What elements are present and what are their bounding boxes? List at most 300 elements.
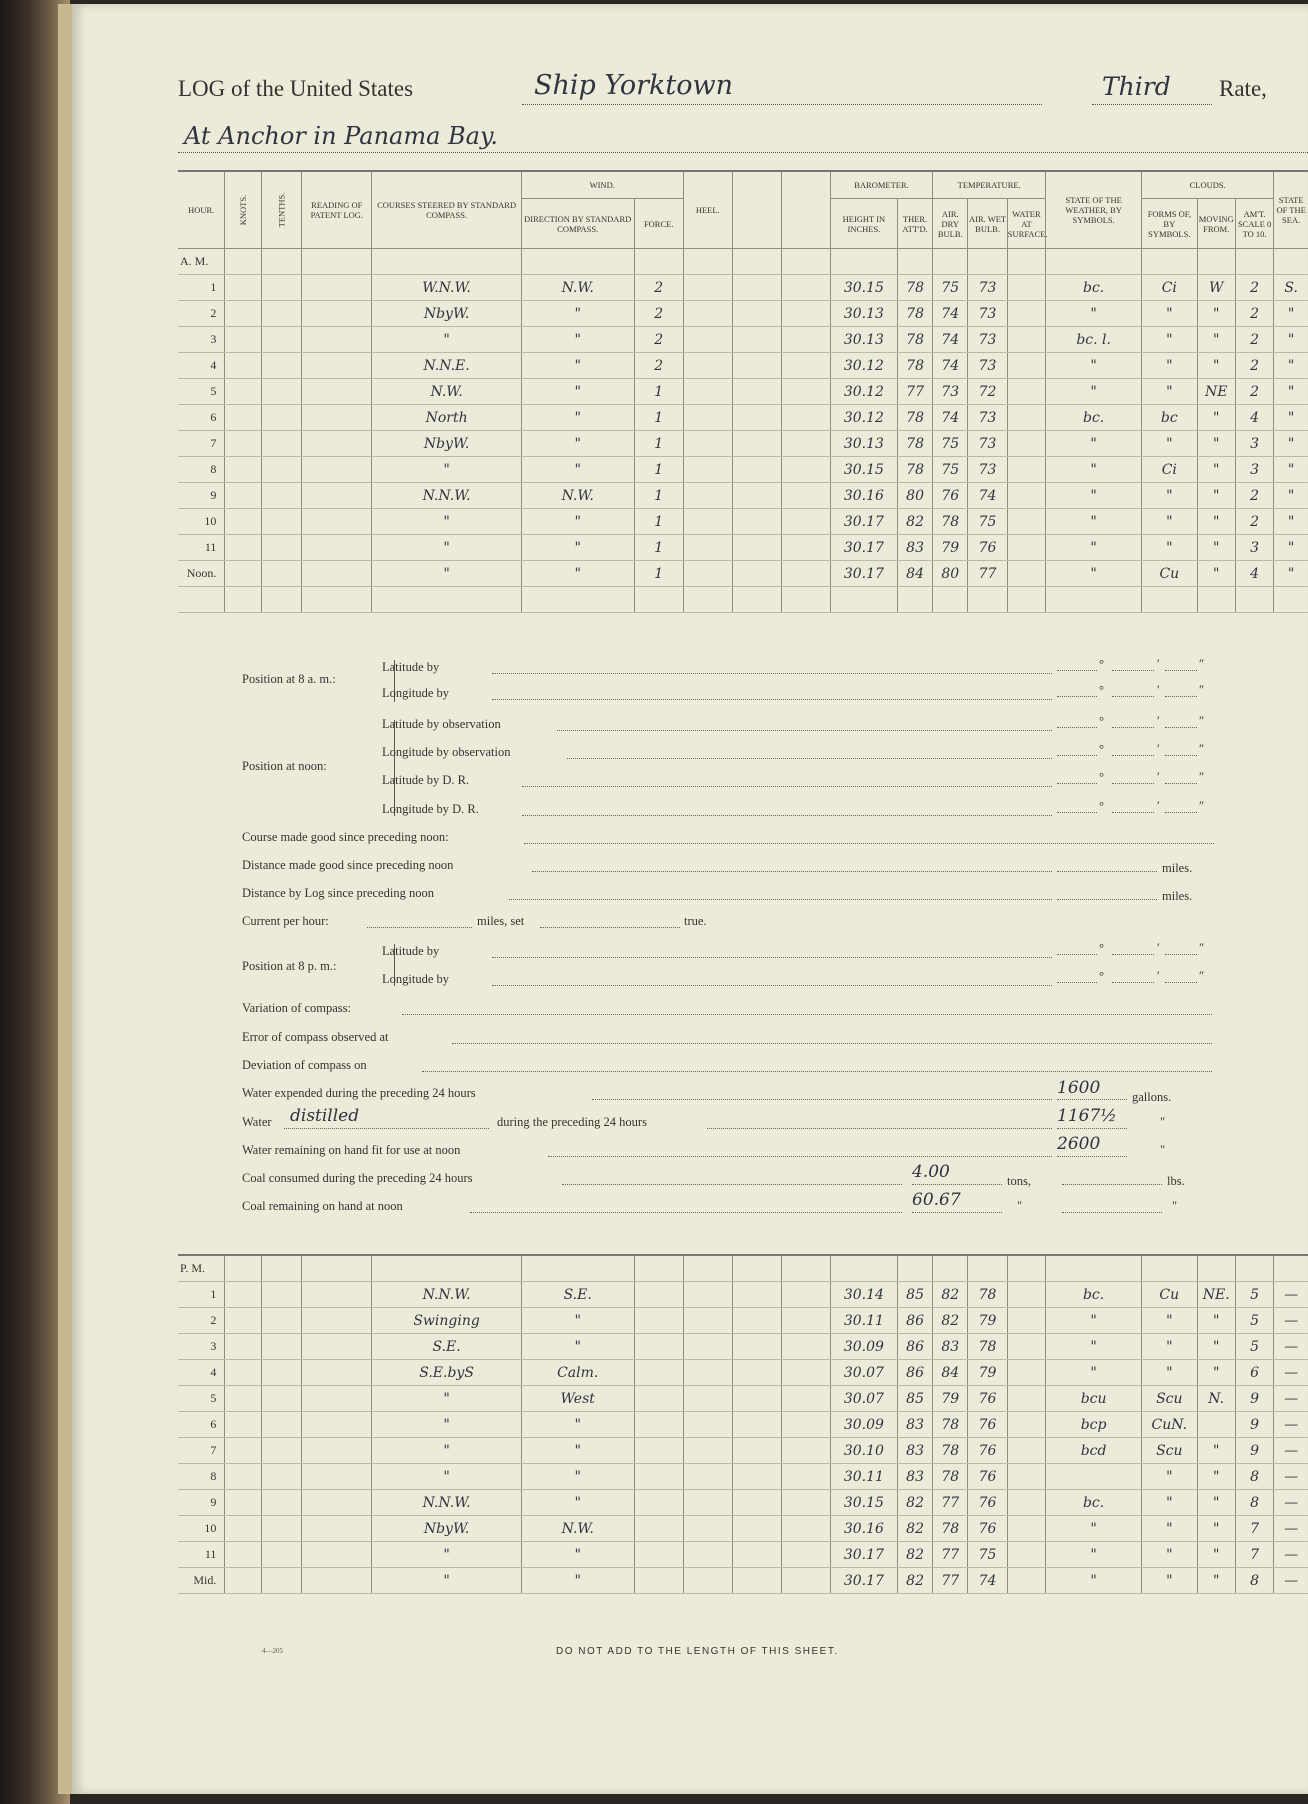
dry-bulb-cell: 77	[933, 1568, 968, 1594]
wind-direction-cell: "	[521, 1438, 634, 1464]
blank-cell	[732, 327, 781, 353]
table-row	[178, 431, 1308, 457]
tenths-cell	[261, 509, 302, 535]
cloud-amount-cell: 5	[1235, 1334, 1273, 1360]
dotted-rule	[1057, 812, 1097, 813]
course-cell: W.N.W.	[372, 275, 521, 301]
noon-lat-dr-minute-mark: ′	[1157, 770, 1160, 784]
tenths-cell	[261, 1282, 302, 1308]
hour-cell: 10	[178, 1516, 225, 1542]
hour-cell: 1	[178, 1282, 225, 1308]
sea-state-cell: "	[1274, 483, 1308, 509]
dotted-rule	[492, 673, 1052, 674]
water-expended-label: Water expended during the preceding 24 hours	[242, 1086, 476, 1100]
col-barometer: BAROMETER.	[830, 171, 932, 199]
pos8am-lon-degree-mark: °	[1099, 683, 1104, 697]
wind-force-cell	[634, 1412, 683, 1438]
pos8am-latitude-label: Latitude by	[382, 660, 440, 674]
sea-state-cell: —	[1274, 1412, 1308, 1438]
wet-bulb-cell: 74	[968, 483, 1007, 509]
blank-cell	[781, 1464, 830, 1490]
hour-cell: 3	[178, 327, 225, 353]
blank-cell	[781, 483, 830, 509]
blank-cell	[732, 1438, 781, 1464]
patent-log-cell	[302, 1386, 372, 1412]
cloud-amount-cell: 4	[1235, 561, 1273, 587]
water-surface-cell	[1007, 1334, 1045, 1360]
course-cell: NbyW.	[372, 301, 521, 327]
cloud-moving-cell: "	[1197, 457, 1235, 483]
blank-cell	[732, 1464, 781, 1490]
weather-cell: bcu	[1046, 1386, 1142, 1412]
weather-cell: bc.	[1046, 1490, 1142, 1516]
knots-cell	[225, 353, 261, 379]
heel-cell	[683, 561, 732, 587]
wind-direction-cell: N.W.	[521, 275, 634, 301]
blank-cell	[732, 535, 781, 561]
hour-cell: 9	[178, 1490, 225, 1516]
col-courses: COURSES STEERED BY STANDARD COMPASS.	[372, 171, 521, 249]
knots-cell	[225, 1542, 261, 1568]
wind-force-cell	[634, 1464, 683, 1490]
cloud-amount-cell: 2	[1235, 379, 1273, 405]
distance-made-good-label: Distance made good since preceding noon	[242, 858, 454, 872]
col-baro-ther: THER. ATT'D.	[897, 199, 932, 249]
cloud-amount-cell: 3	[1235, 431, 1273, 457]
weather-cell: "	[1046, 561, 1142, 587]
wind-direction-cell: "	[521, 301, 634, 327]
rate-label: Rate,	[1219, 76, 1267, 101]
cloud-moving-cell: "	[1197, 509, 1235, 535]
dotted-rule	[1165, 954, 1197, 955]
col-water-surface: WATER AT SURFACE.	[1007, 199, 1045, 249]
blank-cell	[732, 405, 781, 431]
ther-attd-cell: 78	[897, 405, 932, 431]
pos8pm-lat-second-mark: ″	[1199, 941, 1205, 955]
log-page	[58, 4, 1308, 1794]
dry-bulb-cell: 74	[933, 301, 968, 327]
dry-bulb-cell: 82	[933, 1282, 968, 1308]
hour-cell: 1	[178, 275, 225, 301]
dotted-rule	[422, 1071, 1212, 1072]
wind-direction-cell: "	[521, 353, 634, 379]
dotted-rule	[1062, 1212, 1162, 1213]
dotted-rule	[492, 957, 1052, 958]
cloud-moving-cell: "	[1197, 353, 1235, 379]
longitude-dr-label: Longitude by D. R.	[382, 802, 479, 816]
sea-state-cell: "	[1274, 509, 1308, 535]
cloud-forms-cell: Ci	[1142, 457, 1197, 483]
dry-bulb-cell: 75	[933, 431, 968, 457]
course-cell: "	[372, 1412, 521, 1438]
blank-cell	[732, 1360, 781, 1386]
ther-attd-cell: 77	[897, 379, 932, 405]
noon-lat-obs-second-mark: ″	[1199, 714, 1205, 728]
pos8am-lat-minute-mark: ′	[1157, 657, 1160, 671]
water-surface-cell	[1007, 457, 1045, 483]
blank-cell	[732, 1516, 781, 1542]
patent-log-cell	[302, 1438, 372, 1464]
blank-cell	[781, 561, 830, 587]
cloud-moving-cell: "	[1197, 561, 1235, 587]
wind-force-cell: 2	[634, 327, 683, 353]
table-row	[178, 535, 1308, 561]
cloud-amount-cell: 2	[1235, 301, 1273, 327]
table-row	[178, 1386, 1308, 1412]
wet-bulb-cell: 79	[968, 1308, 1007, 1334]
col-sea: STATE OF THE SEA.	[1274, 171, 1308, 249]
course-cell: "	[372, 457, 521, 483]
hour-cell: 6	[178, 1412, 225, 1438]
dotted-rule	[452, 1043, 1212, 1044]
weather-cell: "	[1046, 457, 1142, 483]
dotted-rule	[912, 1212, 1002, 1213]
barometer-cell: 30.14	[830, 1282, 897, 1308]
cloud-amount-cell: 7	[1235, 1516, 1273, 1542]
sea-state-cell: "	[1274, 457, 1308, 483]
sea-state-cell: —	[1274, 1308, 1308, 1334]
barometer-cell: 30.10	[830, 1438, 897, 1464]
noon-lon-dr-degree-mark: °	[1099, 799, 1104, 813]
ditto-lbs: "	[1172, 1199, 1178, 1213]
course-cell: "	[372, 509, 521, 535]
dotted-rule	[540, 927, 680, 928]
wind-force-cell: 1	[634, 379, 683, 405]
water-surface-cell	[1007, 509, 1045, 535]
dotted-rule	[1112, 982, 1154, 983]
sea-state-cell: "	[1274, 535, 1308, 561]
blank-cell	[732, 301, 781, 327]
weather-cell: "	[1046, 431, 1142, 457]
knots-cell	[225, 1464, 261, 1490]
dotted-rule	[284, 1128, 489, 1129]
blank-cell	[781, 1568, 830, 1594]
water-surface-cell	[1007, 1542, 1045, 1568]
dotted-rule	[1112, 755, 1154, 756]
blank-cell	[732, 1334, 781, 1360]
ther-attd-cell: 86	[897, 1308, 932, 1334]
error-compass-label: Error of compass observed at	[242, 1030, 389, 1044]
cloud-forms-cell: bc	[1142, 405, 1197, 431]
table-row	[178, 509, 1308, 535]
am-rows	[178, 275, 1308, 587]
wet-bulb-cell: 76	[968, 1464, 1007, 1490]
knots-cell	[225, 1412, 261, 1438]
dry-bulb-cell: 83	[933, 1334, 968, 1360]
wind-force-cell	[634, 1360, 683, 1386]
wind-direction-cell: "	[521, 1490, 634, 1516]
patent-log-cell	[302, 1412, 372, 1438]
dry-bulb-cell: 74	[933, 353, 968, 379]
noon-lon-dr-minute-mark: ′	[1157, 799, 1160, 813]
knots-cell	[225, 275, 261, 301]
cloud-moving-cell: "	[1197, 1308, 1235, 1334]
cloud-moving-cell: "	[1197, 1568, 1235, 1594]
col-cloud-moving: MOVING FROM.	[1197, 199, 1235, 249]
patent-log-cell	[302, 1490, 372, 1516]
heel-cell	[683, 275, 732, 301]
col-patent-log: READING OF PATENT LOG.	[302, 171, 372, 249]
dotted-rule	[562, 1184, 902, 1185]
weather-cell: "	[1046, 1542, 1142, 1568]
wet-bulb-cell: 76	[968, 535, 1007, 561]
barometer-cell: 30.17	[830, 561, 897, 587]
water-surface-cell	[1007, 379, 1045, 405]
wet-bulb-cell: 76	[968, 1412, 1007, 1438]
cloud-moving-cell: "	[1197, 327, 1235, 353]
pm-label-row: P. M.	[178, 1255, 1308, 1282]
miles-unit-1: miles.	[1162, 861, 1193, 875]
log-title-prefix: LOG of the United States	[178, 76, 414, 101]
patent-log-cell	[302, 1464, 372, 1490]
blank-cell	[732, 1282, 781, 1308]
wind-direction-cell: "	[521, 327, 634, 353]
water-surface-cell	[1007, 1386, 1045, 1412]
water-distilled-suffix-label: during the preceding 24 hours	[497, 1115, 647, 1129]
col-cloud-amount: AM'T. SCALE 0 TO 10.	[1235, 199, 1273, 249]
course-cell: "	[372, 1464, 521, 1490]
tenths-cell	[261, 1438, 302, 1464]
sea-state-cell: "	[1274, 405, 1308, 431]
cloud-forms-cell: "	[1142, 1308, 1197, 1334]
dry-bulb-cell: 73	[933, 379, 968, 405]
water-surface-cell	[1007, 1516, 1045, 1542]
wind-direction-cell: "	[521, 1334, 634, 1360]
sea-state-cell: —	[1274, 1464, 1308, 1490]
water-surface-cell	[1007, 1464, 1045, 1490]
weather-cell: "	[1046, 1334, 1142, 1360]
blank-cell	[732, 1386, 781, 1412]
blank-cell	[732, 457, 781, 483]
blank-cell	[781, 509, 830, 535]
wind-direction-cell: "	[521, 1308, 634, 1334]
wind-direction-cell: "	[521, 1464, 634, 1490]
patent-log-cell	[302, 1542, 372, 1568]
water-surface-cell	[1007, 1360, 1045, 1386]
pos8am-lat-degree-mark: °	[1099, 657, 1104, 671]
cloud-forms-cell: Ci	[1142, 275, 1197, 301]
table-row	[178, 1308, 1308, 1334]
course-cell: "	[372, 1542, 521, 1568]
wind-direction-cell: "	[521, 1412, 634, 1438]
knots-cell	[225, 379, 261, 405]
ther-attd-cell: 85	[897, 1282, 932, 1308]
knots-cell	[225, 1386, 261, 1412]
dotted-rule	[912, 1184, 1002, 1185]
cloud-forms-cell: "	[1142, 1360, 1197, 1386]
heel-cell	[683, 301, 732, 327]
sea-state-cell: "	[1274, 353, 1308, 379]
hour-cell: 4	[178, 353, 225, 379]
sea-state-cell: —	[1274, 1542, 1308, 1568]
tenths-cell	[261, 1360, 302, 1386]
dotted-rule	[1057, 1128, 1127, 1129]
weather-cell: "	[1046, 1308, 1142, 1334]
dotted-rule	[1112, 727, 1154, 728]
heel-cell	[683, 535, 732, 561]
blank-cell	[781, 275, 830, 301]
hour-cell: 4	[178, 1360, 225, 1386]
dotted-rule	[1165, 755, 1197, 756]
sheet-length-notice: DO NOT ADD TO THE LENGTH OF THIS SHEET.	[556, 1646, 839, 1657]
dotted-rule	[522, 815, 1052, 816]
wet-bulb-cell: 73	[968, 301, 1007, 327]
sea-state-cell: —	[1274, 1516, 1308, 1542]
noon-lon-obs-second-mark: ″	[1199, 742, 1205, 756]
table-row	[178, 1464, 1308, 1490]
cloud-moving-cell: "	[1197, 483, 1235, 509]
weather-cell: bcp	[1046, 1412, 1142, 1438]
sea-state-cell: —	[1274, 1568, 1308, 1594]
cloud-moving-cell: NE.	[1197, 1282, 1235, 1308]
col-air-dry: AIR. DRY BULB.	[933, 199, 968, 249]
dry-bulb-cell: 78	[933, 1438, 968, 1464]
barometer-cell: 30.13	[830, 301, 897, 327]
coal-remaining-label: Coal remaining on hand at noon	[242, 1199, 403, 1213]
barometer-cell: 30.17	[830, 1542, 897, 1568]
water-surface-cell	[1007, 1412, 1045, 1438]
table-row	[178, 483, 1308, 509]
dotted-rule	[1057, 954, 1097, 955]
dry-bulb-cell: 77	[933, 1542, 968, 1568]
wet-bulb-cell: 76	[968, 1516, 1007, 1542]
blank-cell	[732, 379, 781, 405]
knots-cell	[225, 1360, 261, 1386]
wet-bulb-cell: 73	[968, 431, 1007, 457]
dotted-rule	[509, 899, 1052, 900]
blank-cell	[781, 457, 830, 483]
tenths-cell	[261, 535, 302, 561]
dotted-rule	[1057, 670, 1097, 671]
barometer-cell: 30.09	[830, 1334, 897, 1360]
knots-cell	[225, 561, 261, 587]
hour-cell: 7	[178, 1438, 225, 1464]
longitude-observation-label: Longitude by observation	[382, 745, 511, 759]
cloud-forms-cell: "	[1142, 327, 1197, 353]
sea-state-cell: —	[1274, 1360, 1308, 1386]
noon-lat-obs-minute-mark: ′	[1157, 714, 1160, 728]
blank-cell	[781, 1386, 830, 1412]
weather-cell: "	[1046, 379, 1142, 405]
barometer-cell: 30.15	[830, 1490, 897, 1516]
hour-cell: 8	[178, 1464, 225, 1490]
knots-cell	[225, 1438, 261, 1464]
cloud-amount-cell: 8	[1235, 1490, 1273, 1516]
heel-cell	[683, 327, 732, 353]
wet-bulb-cell: 73	[968, 327, 1007, 353]
tenths-cell	[261, 327, 302, 353]
wind-force-cell: 1	[634, 405, 683, 431]
course-cell: S.E.	[372, 1334, 521, 1360]
blank-cell	[781, 1516, 830, 1542]
hour-cell: 7	[178, 431, 225, 457]
cloud-moving-cell: NE	[1197, 379, 1235, 405]
col-knots: KNOTS.	[225, 171, 261, 249]
dotted-rule	[1062, 1184, 1162, 1185]
sea-state-cell: "	[1274, 431, 1308, 457]
dry-bulb-cell: 74	[933, 327, 968, 353]
course-made-good-label: Course made good since preceding noon:	[242, 830, 449, 844]
cloud-moving-cell: "	[1197, 1516, 1235, 1542]
cloud-moving-cell: "	[1197, 1360, 1235, 1386]
knots-cell	[225, 1568, 261, 1594]
cloud-amount-cell: 8	[1235, 1568, 1273, 1594]
wind-force-cell: 1	[634, 535, 683, 561]
distance-by-log-label: Distance by Log since preceding noon	[242, 886, 434, 900]
position-8am-label: Position at 8 a. m.:	[242, 672, 336, 686]
hour-cell: 2	[178, 1308, 225, 1334]
wind-force-cell: 2	[634, 275, 683, 301]
dry-bulb-cell: 80	[933, 561, 968, 587]
patent-log-cell	[302, 1334, 372, 1360]
cloud-moving-cell: "	[1197, 1438, 1235, 1464]
hour-cell: 6	[178, 405, 225, 431]
blank-cell	[781, 327, 830, 353]
true-label: true.	[684, 914, 707, 928]
knots-cell	[225, 457, 261, 483]
pos8pm-lon-degree-mark: °	[1099, 969, 1104, 983]
course-cell: N.W.	[372, 379, 521, 405]
blank-cell	[732, 483, 781, 509]
water-distilled-amount: 1167½	[1057, 1106, 1117, 1126]
blank-cell	[781, 379, 830, 405]
patent-log-cell	[302, 509, 372, 535]
ther-attd-cell: 78	[897, 301, 932, 327]
barometer-cell: 30.09	[830, 1412, 897, 1438]
pm-log-table	[178, 1254, 1308, 1594]
cloud-amount-cell: 4	[1235, 405, 1273, 431]
tenths-cell	[261, 1490, 302, 1516]
pos8am-lon-minute-mark: ′	[1157, 683, 1160, 697]
wet-bulb-cell: 76	[968, 1490, 1007, 1516]
barometer-cell: 30.16	[830, 483, 897, 509]
cloud-forms-cell: "	[1142, 379, 1197, 405]
gallons-unit: gallons.	[1132, 1090, 1172, 1104]
course-cell: "	[372, 1568, 521, 1594]
cloud-forms-cell: "	[1142, 1334, 1197, 1360]
barometer-cell: 30.07	[830, 1360, 897, 1386]
blank-cell	[781, 301, 830, 327]
table-row	[178, 301, 1308, 327]
wind-force-cell	[634, 1308, 683, 1334]
col-baro-height: HEIGHT IN INCHES.	[830, 199, 897, 249]
knots-cell	[225, 1308, 261, 1334]
hour-cell: Noon.	[178, 561, 225, 587]
dotted-rule	[492, 699, 1052, 700]
dry-bulb-cell: 78	[933, 509, 968, 535]
water-expended-value: 1600	[1057, 1078, 1101, 1098]
patent-log-cell	[302, 1516, 372, 1542]
patent-log-cell	[302, 561, 372, 587]
blank-cell	[781, 1282, 830, 1308]
pos8pm-lon-minute-mark: ′	[1157, 969, 1160, 983]
cloud-forms-cell: "	[1142, 1464, 1197, 1490]
weather-cell: "	[1046, 1568, 1142, 1594]
current-per-hour-label: Current per hour:	[242, 914, 329, 928]
cloud-amount-cell: 2	[1235, 275, 1273, 301]
cloud-amount-cell: 2	[1235, 483, 1273, 509]
heel-cell	[683, 379, 732, 405]
cloud-amount-cell: 3	[1235, 457, 1273, 483]
course-cell: "	[372, 561, 521, 587]
weather-cell: "	[1046, 509, 1142, 535]
ditto-tons: "	[1017, 1199, 1023, 1213]
dotted-rule	[1165, 696, 1197, 697]
weather-cell: bc.	[1046, 275, 1142, 301]
ther-attd-cell: 83	[897, 1412, 932, 1438]
col-heel: HEEL.	[683, 171, 732, 249]
pos8pm-latitude-label: Latitude by	[382, 944, 440, 958]
